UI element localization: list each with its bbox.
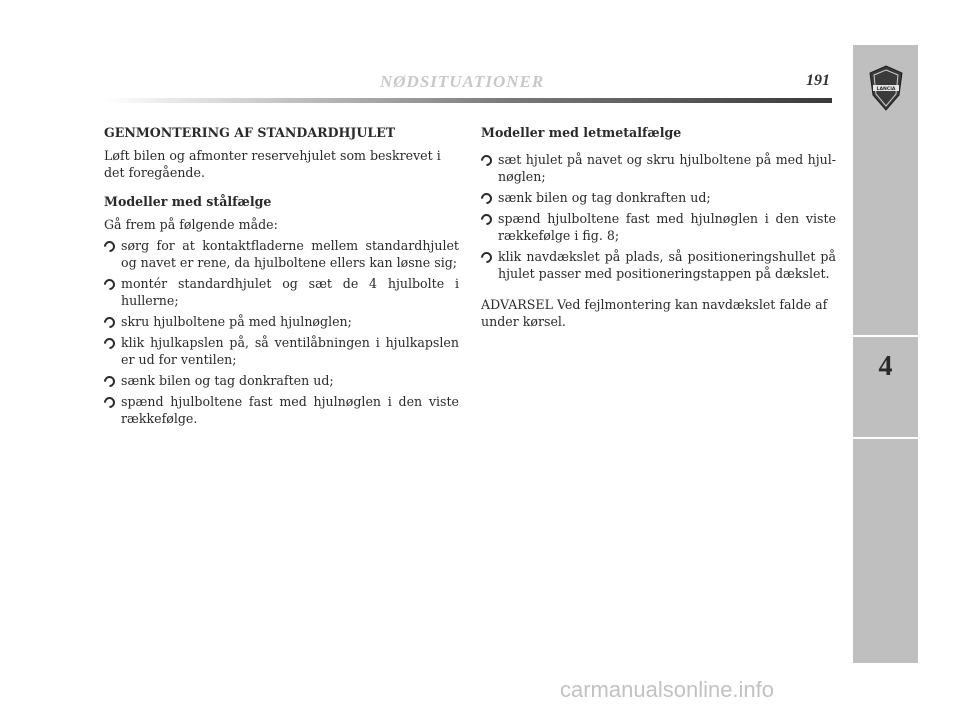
list-item: skru hjulboltene på med hjulnøglen; (104, 313, 459, 330)
left-column (104, 124, 459, 435)
section-heading: GENMONTERING AF STANDARDHJULET (104, 125, 396, 140)
bullet-icon (102, 315, 118, 331)
list-item: sænk bilen og tag donkraften ud; (104, 372, 459, 389)
bullet-icon (479, 250, 495, 266)
subheading-alloy-rim: Modeller med letmetalfælge (481, 125, 682, 140)
list-item: sænk bilen og tag donkraften ud; (481, 189, 836, 206)
lancia-logo-icon (868, 65, 904, 111)
list-item: sørg for at kontaktfladerne mellem standardhjulet og navet er rene, da hjulboltene ellers kan løsne sig; (104, 237, 459, 271)
bullet-icon (102, 395, 118, 411)
list-item: klik navdækslet på plads, så positioneringshullet på hjulet passer med positioneringstappen på dækslet. (481, 248, 836, 282)
list-item: montér standardhjulet og sæt de 4 hjulbolte i hullerne; (104, 275, 459, 309)
list-item: sæt hjulet på navet og skru hjulboltene på med hjul-nøglen; (481, 151, 836, 185)
bullet-icon (102, 336, 118, 352)
bullet-icon (479, 153, 495, 169)
lead-paragraph: Gå frem på følgende måde: (104, 217, 278, 232)
alloy-rim-steps (481, 151, 836, 282)
intro-paragraph: Løft bilen og afmonter reservehjulet som beskrevet i det foregående. (104, 148, 441, 180)
header-rule (104, 98, 832, 103)
chapter-sidebar (853, 45, 918, 663)
watermark: carmanualsonline.info (560, 677, 775, 702)
list-item: spænd hjulboltene fast med hjulnøglen i den viste rækkefølge i fig. 8; (481, 210, 836, 244)
chapter-number: 4 (878, 351, 893, 382)
bullet-icon (102, 277, 118, 293)
bullet-icon (479, 191, 495, 207)
header-title: NØDSITUATIONER (380, 72, 545, 91)
bullet-icon (102, 374, 118, 390)
steel-rim-steps (104, 237, 459, 427)
bullet-icon (102, 239, 118, 255)
list-item: klik hjulkapslen på, så ventilåbningen i hjulkapslen er ud for ventilen; (104, 334, 459, 368)
list-item: spænd hjulboltene fast med hjulnøglen i den viste rækkefølge. (104, 393, 459, 427)
subheading-steel-rim: Modeller med stålfælge (104, 194, 272, 209)
bullet-icon (479, 212, 495, 228)
warning-paragraph: ADVARSEL Ved fejlmontering kan navdækslet falde af under kørsel. (481, 297, 828, 329)
logo-text: LANCIA (876, 87, 896, 92)
right-column (481, 124, 836, 340)
page-number: 191 (806, 72, 830, 89)
sidebar-segment-bottom (853, 439, 918, 663)
